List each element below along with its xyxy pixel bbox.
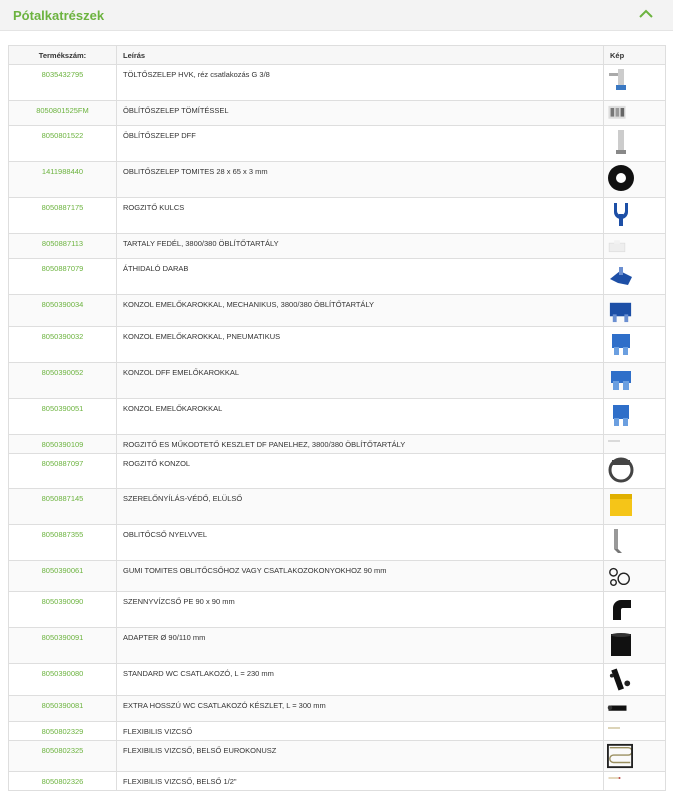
part-description: ADAPTER Ø 90/110 mm	[117, 628, 604, 664]
table-row	[9, 363, 666, 399]
part-number-cell	[9, 664, 117, 696]
part-number-link[interactable]: 8050390034	[41, 300, 84, 309]
fill-valve-icon[interactable]	[607, 67, 635, 95]
part-number-link[interactable]: 8050801525FM	[36, 106, 89, 115]
part-description: OBLITŐCSŐ NYELVVEL	[117, 525, 604, 561]
flex-hose-icon[interactable]	[607, 724, 621, 738]
bracket-icon[interactable]	[607, 401, 635, 429]
part-image-cell	[604, 327, 666, 363]
part-number-link[interactable]: 8050390109	[41, 440, 84, 449]
part-number-link[interactable]: 8050390081	[41, 701, 84, 710]
table-row	[9, 399, 666, 435]
part-description: ROGZITŐ ES MŰKODTETŐ KESZLET DF PANELHEZ, 3800/380 ÖBLÍTŐTARTÁLY	[117, 435, 604, 454]
part-number-cell	[9, 259, 117, 295]
part-description: FLEXIBILIS VIZCSŐ, BELSŐ 1/2"	[117, 772, 604, 791]
part-number-link[interactable]: 8050887145	[41, 494, 84, 503]
part-number-link[interactable]: 8050801522	[41, 131, 84, 140]
table-header-row	[9, 46, 666, 65]
section-header[interactable]	[0, 0, 673, 31]
section-title: Pótalkatrészek	[13, 8, 105, 23]
part-number-link[interactable]: 8050887113	[41, 239, 84, 248]
part-description: GUMI TOMITES OBLITŐCSŐHOZ VAGY CSATLAKOZOKONYOKHOZ 90 mm	[117, 561, 604, 592]
part-number-cell	[9, 327, 117, 363]
part-description: KONZOL DFF EMELŐKAROKKAL	[117, 363, 604, 399]
part-number-cell	[9, 722, 117, 741]
part-number-link[interactable]: 8050802325	[41, 746, 84, 755]
part-number-link[interactable]: 8050802326	[41, 777, 84, 786]
part-description: ROGZITŐ KULCS	[117, 198, 604, 234]
part-image-cell	[604, 525, 666, 561]
table-row	[9, 664, 666, 696]
table-row	[9, 489, 666, 525]
part-number-cell	[9, 772, 117, 791]
part-number-cell	[9, 525, 117, 561]
part-description: FLEXIBILIS VIZCSŐ	[117, 722, 604, 741]
table-row	[9, 126, 666, 162]
part-description: EXTRA HOSSZÚ WC CSATLAKOZÓ KÉSZLET, L = 300 mm	[117, 696, 604, 722]
table-row	[9, 435, 666, 454]
table-row	[9, 722, 666, 741]
part-image-cell	[604, 696, 666, 722]
part-number-cell	[9, 592, 117, 628]
part-number-cell	[9, 234, 117, 259]
part-image-cell	[604, 628, 666, 664]
part-image-cell	[604, 741, 666, 772]
bracket-dff-icon[interactable]	[607, 365, 635, 393]
part-description: FLEXIBILIS VIZCSŐ, BELSŐ EUROKONUSZ	[117, 741, 604, 772]
part-number-cell	[9, 741, 117, 772]
part-number-cell	[9, 101, 117, 126]
part-image-cell	[604, 592, 666, 628]
part-description: TÖLTŐSZELEP HVK, réz csatlakozás G 3/8	[117, 65, 604, 101]
chevron-up-icon[interactable]	[639, 8, 653, 20]
table-row	[9, 327, 666, 363]
part-number-cell	[9, 399, 117, 435]
header-image: Kép	[604, 46, 666, 65]
part-image-cell	[604, 489, 666, 525]
wc-connector-icon[interactable]	[607, 666, 634, 693]
part-image-cell	[604, 101, 666, 126]
table-row	[9, 259, 666, 295]
bracket-lever-icon[interactable]	[607, 297, 634, 324]
part-image-cell	[604, 664, 666, 696]
part-number-cell	[9, 126, 117, 162]
table-row	[9, 772, 666, 791]
part-number-link[interactable]: 8050390090	[41, 597, 84, 606]
part-image-cell	[604, 561, 666, 592]
bracket-pneumatic-icon[interactable]	[607, 329, 635, 357]
table-row	[9, 628, 666, 664]
rod-icon[interactable]	[607, 437, 621, 451]
part-image-cell	[604, 772, 666, 791]
part-number-link[interactable]: 8050390061	[41, 566, 84, 575]
rubber-rings-icon[interactable]	[607, 563, 633, 589]
part-image-cell	[604, 363, 666, 399]
part-description: SZERELŐNYÍLÁS-VÉDŐ, ELÜLSŐ	[117, 489, 604, 525]
bridge-piece-icon[interactable]	[607, 261, 635, 289]
part-number-cell	[9, 435, 117, 454]
wc-connector-long-icon[interactable]	[607, 698, 628, 719]
fixing-bracket-icon[interactable]	[607, 456, 635, 484]
table-row	[9, 65, 666, 101]
table-row	[9, 198, 666, 234]
header-code: Termékszám:	[9, 46, 117, 65]
part-number-link[interactable]: 8050802329	[41, 727, 84, 736]
part-description: KONZOL EMELŐKAROKKAL, PNEUMATIKUS	[117, 327, 604, 363]
table-row	[9, 101, 666, 126]
part-number-cell	[9, 454, 117, 489]
part-number-cell	[9, 162, 117, 198]
part-number-link[interactable]: 8050390052	[41, 368, 84, 377]
part-number-link[interactable]: 8050390051	[41, 404, 84, 413]
fixing-key-icon[interactable]	[607, 200, 635, 228]
part-number-link[interactable]: 8050887079	[41, 264, 84, 273]
part-image-cell	[604, 234, 666, 259]
table-row	[9, 561, 666, 592]
part-number-link[interactable]: 8050390080	[41, 669, 84, 678]
seal-ring-icon[interactable]	[607, 164, 635, 192]
table-row	[9, 592, 666, 628]
part-image-cell	[604, 259, 666, 295]
part-image-cell	[604, 722, 666, 741]
part-number-link[interactable]: 8050887355	[41, 530, 84, 539]
part-image-cell	[604, 454, 666, 489]
part-image-cell	[604, 126, 666, 162]
table-row	[9, 741, 666, 772]
part-description: KONZOL EMELŐKAROKKAL	[117, 399, 604, 435]
part-description: TARTALY FEDÉL, 3800/380 ÖBLÍTŐTARTÁLY	[117, 234, 604, 259]
part-description: ÁTHIDALÓ DARAB	[117, 259, 604, 295]
part-number-link[interactable]: 8035432795	[41, 70, 84, 79]
part-description: OBLITŐSZELEP TOMITES 28 x 65 x 3 mm	[117, 162, 604, 198]
part-number-link[interactable]: 8050887097	[41, 459, 84, 468]
part-image-cell	[604, 198, 666, 234]
part-description: ÖBLÍTŐSZELEP TÖMÍTÉSSEL	[117, 101, 604, 126]
flex-hose-short-icon[interactable]	[607, 774, 621, 788]
part-description: KONZOL EMELŐKAROKKAL, MECHANIKUS, 3800/380 ÖBLÍTŐTARTÁLY	[117, 295, 604, 327]
flex-hose-coiled-icon[interactable]	[607, 743, 633, 769]
part-number-cell	[9, 489, 117, 525]
tank-lid-icon[interactable]	[607, 236, 627, 256]
table-row	[9, 295, 666, 327]
yellow-cover-icon[interactable]	[607, 491, 635, 519]
table-row	[9, 234, 666, 259]
part-image-cell	[604, 162, 666, 198]
table-row	[9, 525, 666, 561]
part-description: ROGZITŐ KONZOL	[117, 454, 604, 489]
table-row	[9, 696, 666, 722]
part-number-link[interactable]: 8050390032	[41, 332, 84, 341]
header-description: Leírás	[117, 46, 604, 65]
part-number-cell	[9, 696, 117, 722]
part-image-cell	[604, 399, 666, 435]
part-number-cell	[9, 198, 117, 234]
part-number-cell	[9, 628, 117, 664]
part-image-cell	[604, 435, 666, 454]
part-number-cell	[9, 65, 117, 101]
flush-pipe-icon[interactable]	[607, 527, 635, 555]
table-row	[9, 454, 666, 489]
part-description: STANDARD WC CSATLAKOZÓ, L = 230 mm	[117, 664, 604, 696]
part-number-cell	[9, 561, 117, 592]
part-number-cell	[9, 295, 117, 327]
part-number-link[interactable]: 8050390091	[41, 633, 84, 642]
table-row	[9, 162, 666, 198]
part-number-link[interactable]: 1411988440	[41, 167, 84, 176]
flush-valve-seal-icon[interactable]	[607, 103, 627, 123]
elbow-pipe-icon[interactable]	[607, 594, 635, 622]
part-number-cell	[9, 363, 117, 399]
adapter-icon[interactable]	[607, 630, 635, 658]
spare-parts-table	[8, 45, 666, 791]
part-description: SZENNYVÍZCSŐ PE 90 x 90 mm	[117, 592, 604, 628]
part-description: ÖBLÍTŐSZELEP DFF	[117, 126, 604, 162]
part-image-cell	[604, 65, 666, 101]
flush-valve-icon[interactable]	[607, 128, 635, 156]
part-image-cell	[604, 295, 666, 327]
part-number-link[interactable]: 8050887175	[41, 203, 84, 212]
